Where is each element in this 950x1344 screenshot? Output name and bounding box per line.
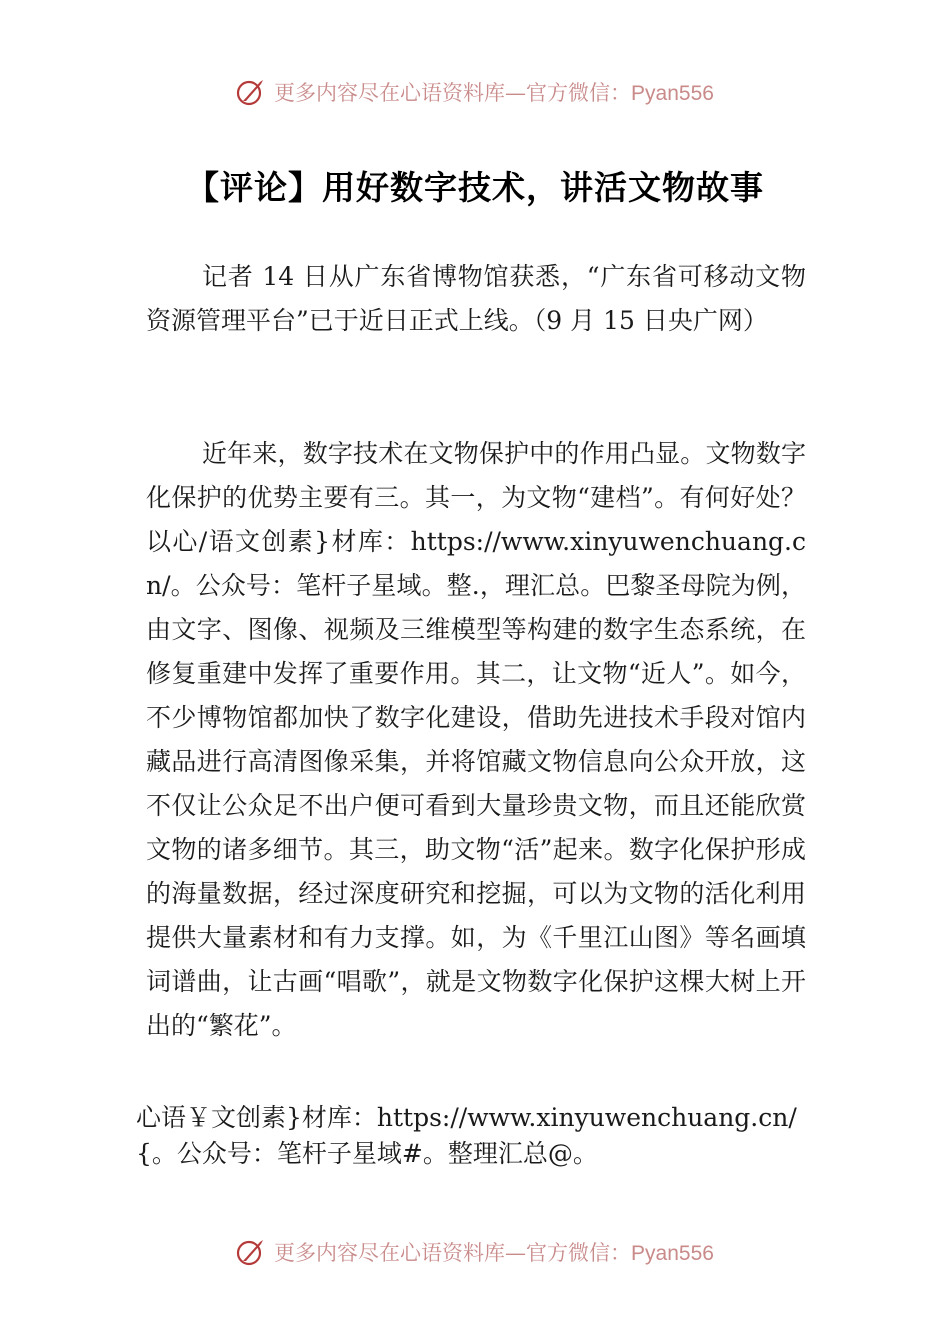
footer-banner <box>0 1232 950 1272</box>
source-note: 心语￥文创素}材库：https://www.xinyuwenchuang.cn/{。公众号：笔杆子星域#。整理汇总@。 <box>136 1103 797 1168</box>
quill-circle-logo <box>236 1237 266 1267</box>
header-banner <box>0 72 950 112</box>
quill-circle-logo <box>236 77 266 107</box>
wechat-id: Pyan556 <box>631 82 714 105</box>
article-paragraph-1: 记者 14 日从广东省博物馆获悉，“广东省可移动文物资源管理平台”已于近日正式上线。（9 月 15 日央广网） <box>146 262 806 335</box>
article-paragraph-2: 近年来，数字技术在文物保护中的作用凸显。文物数字化保护的优势主要有三。其一，为文物“建档”。有何好处？以心/语文创素}材库：https://www.xinyuwenchuang.cn/。公众号：笔杆子星域。整.，理汇总。巴黎圣母院为例，由文字、图像、视频及三维模型等构建的数字生态系统，在修复重建中发挥了重要作用。其二，让文物“近人”。如今，不少博物馆都加快了数字化建设，借助先进技术手段对馆内藏品进行高清图像采集，并将馆藏文物信息向公众开放，这不仅让公众足不出户便可看到大量珍贵文物，而且还能欣赏文物的诸多细节。其三，助文物“活”起来。数字化保护形成的海量数据，经过深度研究和挖掘，可以为文物的活化利用提供大量素材和有力支撑。如，为《千里江山图》等名画填词谱曲，让古画“唱歌”，就是文物数字化保护这棵大树上开出的“繁花”。 <box>146 439 806 1040</box>
banner-label: 更多内容尽在心语资料库—官方微信： <box>274 1241 632 1265</box>
banner-text <box>274 77 714 107</box>
wechat-id: Pyan556 <box>631 1242 714 1265</box>
banner-text <box>274 1237 714 1267</box>
banner-label: 更多内容尽在心语资料库—官方微信： <box>274 81 632 105</box>
article-title: 【评论】用好数字技术，讲活文物故事 <box>186 168 764 207</box>
